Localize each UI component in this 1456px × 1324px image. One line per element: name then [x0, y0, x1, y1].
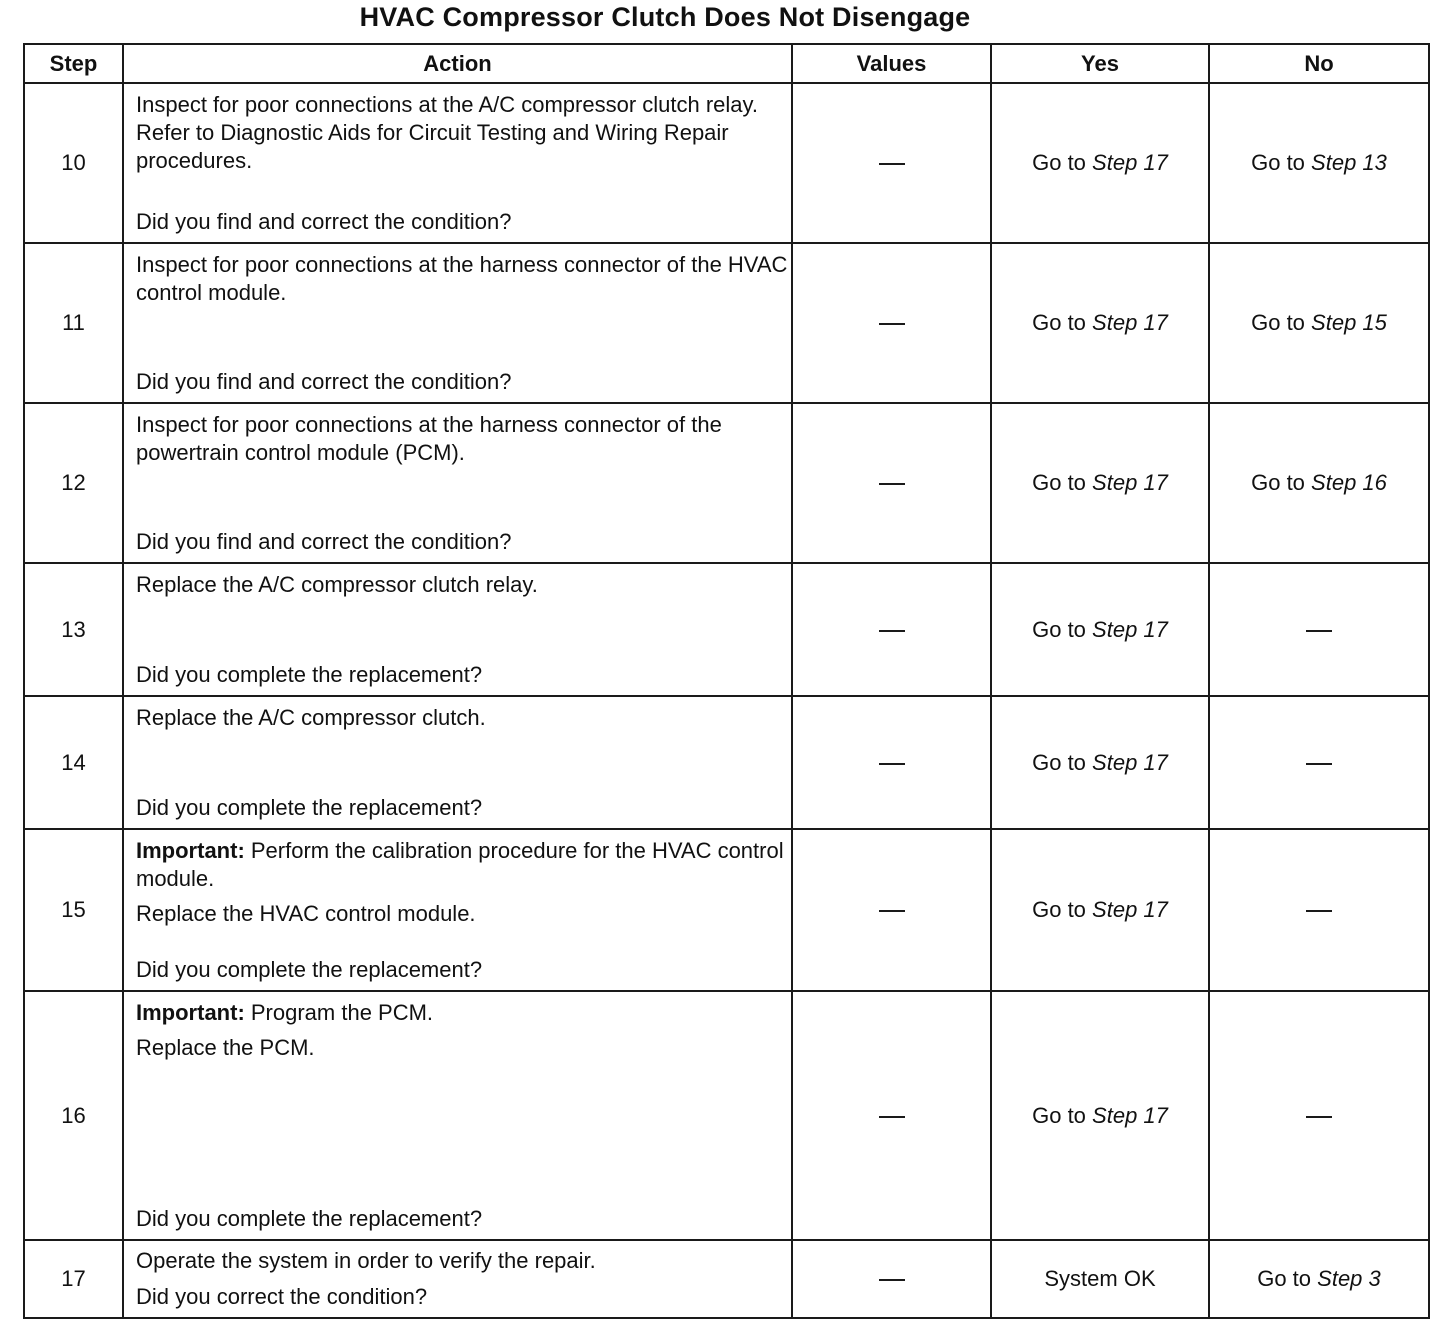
no-cell [1209, 83, 1429, 243]
action-question: Did you find and correct the condition? [136, 209, 512, 234]
action-text: Inspect for poor connections at the harness connector of the powertrain control module (PCM). [136, 412, 722, 465]
action-text: Replace the PCM. [136, 1035, 315, 1060]
step-link[interactable]: Step 15 [1311, 310, 1387, 335]
values-cell [792, 696, 991, 829]
dash-mark [879, 1279, 905, 1281]
step-link[interactable]: Step 17 [1092, 470, 1168, 495]
goto-label: Go to [1032, 749, 1086, 775]
dash-mark [879, 630, 905, 632]
header-action: Action [123, 44, 792, 83]
dash-mark [879, 763, 905, 765]
action-cell [123, 1240, 792, 1318]
important-note [136, 837, 789, 893]
no-cell [1209, 563, 1429, 696]
step-link[interactable]: Step 17 [1092, 310, 1168, 335]
step-number: 16 [24, 991, 123, 1240]
values-cell [792, 403, 991, 563]
step-number: 14 [24, 696, 123, 829]
step-link[interactable]: Step 13 [1311, 150, 1387, 175]
no-cell [1209, 991, 1429, 1240]
values-cell [792, 83, 991, 243]
table-row [24, 563, 1429, 696]
action-text: Replace the HVAC control module. [136, 901, 476, 926]
dash-mark [879, 323, 905, 325]
header-values: Values [792, 44, 991, 83]
goto-label: Go to [1032, 470, 1086, 495]
important-label: Important: [136, 1000, 245, 1025]
goto-label: Go to [1032, 150, 1086, 175]
step-number: 13 [24, 563, 123, 696]
step-link[interactable]: Step 17 [1092, 1102, 1168, 1128]
action-question: Did you correct the condition? [136, 1284, 428, 1309]
important-text: Perform the calibration procedure for the HVAC control module. [136, 838, 784, 891]
action-cell [123, 403, 792, 563]
action-text: Inspect for poor connections at the harness connector of the HVAC control module. [136, 252, 788, 305]
dash-mark [879, 1116, 905, 1118]
step-link[interactable]: Step 16 [1311, 470, 1387, 495]
goto-label: Go to [1032, 1102, 1086, 1128]
table-row [24, 829, 1429, 991]
system-ok-label: System OK [1044, 1266, 1156, 1291]
step-number: 17 [24, 1240, 123, 1318]
yes-cell [991, 1240, 1209, 1318]
important-note [136, 999, 789, 1027]
values-cell [792, 563, 991, 696]
action-question: Did you find and correct the condition? [136, 369, 512, 394]
yes-cell [991, 991, 1209, 1240]
step-number: 12 [24, 403, 123, 563]
action-question: Did you complete the replacement? [136, 662, 483, 687]
values-cell [792, 829, 991, 991]
goto-label: Go to [1251, 470, 1305, 495]
action-question: Did you complete the replacement? [136, 795, 483, 820]
step-link[interactable]: Step 3 [1317, 1266, 1381, 1291]
no-cell [1209, 696, 1429, 829]
no-cell [1209, 243, 1429, 403]
header-no: No [1209, 44, 1429, 83]
dash-mark [1306, 763, 1332, 765]
action-question: Did you complete the replacement? [136, 1206, 483, 1231]
table-row [24, 243, 1429, 403]
dash-mark [879, 910, 905, 912]
action-cell [123, 563, 792, 696]
action-question: Did you complete the replacement? [136, 957, 483, 982]
yes-cell [991, 83, 1209, 243]
yes-cell [991, 696, 1209, 829]
action-cell [123, 696, 792, 829]
values-cell [792, 243, 991, 403]
action-cell [123, 83, 792, 243]
no-cell [1209, 1240, 1429, 1318]
step-link[interactable]: Step 17 [1092, 749, 1168, 775]
table-row [24, 83, 1429, 243]
values-cell [792, 991, 991, 1240]
action-cell [123, 243, 792, 403]
step-link[interactable]: Step 17 [1092, 616, 1168, 642]
goto-label: Go to [1032, 897, 1086, 922]
action-text: Replace the A/C compressor clutch relay. [136, 572, 538, 597]
yes-cell [991, 403, 1209, 563]
table-row [24, 1240, 1429, 1318]
dash-mark [879, 483, 905, 485]
step-number: 10 [24, 83, 123, 243]
important-label: Important: [136, 838, 245, 863]
values-cell [792, 1240, 991, 1318]
diagnostic-table [23, 43, 1430, 1319]
page-title: HVAC Compressor Clutch Does Not Disengage [359, 2, 971, 32]
table-row [24, 696, 1429, 829]
step-link[interactable]: Step 17 [1092, 897, 1168, 922]
action-cell [123, 829, 792, 991]
action-question: Did you find and correct the condition? [136, 529, 512, 554]
yes-cell [991, 563, 1209, 696]
dash-mark [1306, 910, 1332, 912]
dash-mark [1306, 630, 1332, 632]
step-link[interactable]: Step 17 [1092, 150, 1168, 175]
dash-mark [1306, 1116, 1332, 1118]
header-row [24, 44, 1429, 83]
table-row [24, 991, 1429, 1240]
step-number: 11 [24, 243, 123, 403]
action-text: Inspect for poor connections at the A/C compressor clutch relay. Refer to Diagnostic Aids for Circuit Testing and Wiring Repair procedures. [136, 92, 759, 173]
yes-cell [991, 243, 1209, 403]
important-text: Program the PCM. [244, 1000, 434, 1025]
header-step: Step [24, 44, 123, 83]
dash-mark [879, 163, 905, 165]
action-cell [123, 991, 792, 1240]
action-text: Replace the A/C compressor clutch. [136, 705, 486, 730]
no-cell [1209, 403, 1429, 563]
goto-label: Go to [1032, 616, 1086, 642]
step-number: 15 [24, 829, 123, 991]
goto-label: Go to [1251, 150, 1305, 175]
yes-cell [991, 829, 1209, 991]
goto-label: Go to [1032, 310, 1086, 335]
goto-label: Go to [1251, 310, 1305, 335]
no-cell [1209, 829, 1429, 991]
table-row [24, 403, 1429, 563]
action-text: Operate the system in order to verify the repair. [136, 1248, 596, 1273]
header-yes: Yes [991, 44, 1209, 83]
goto-label: Go to [1257, 1266, 1312, 1291]
